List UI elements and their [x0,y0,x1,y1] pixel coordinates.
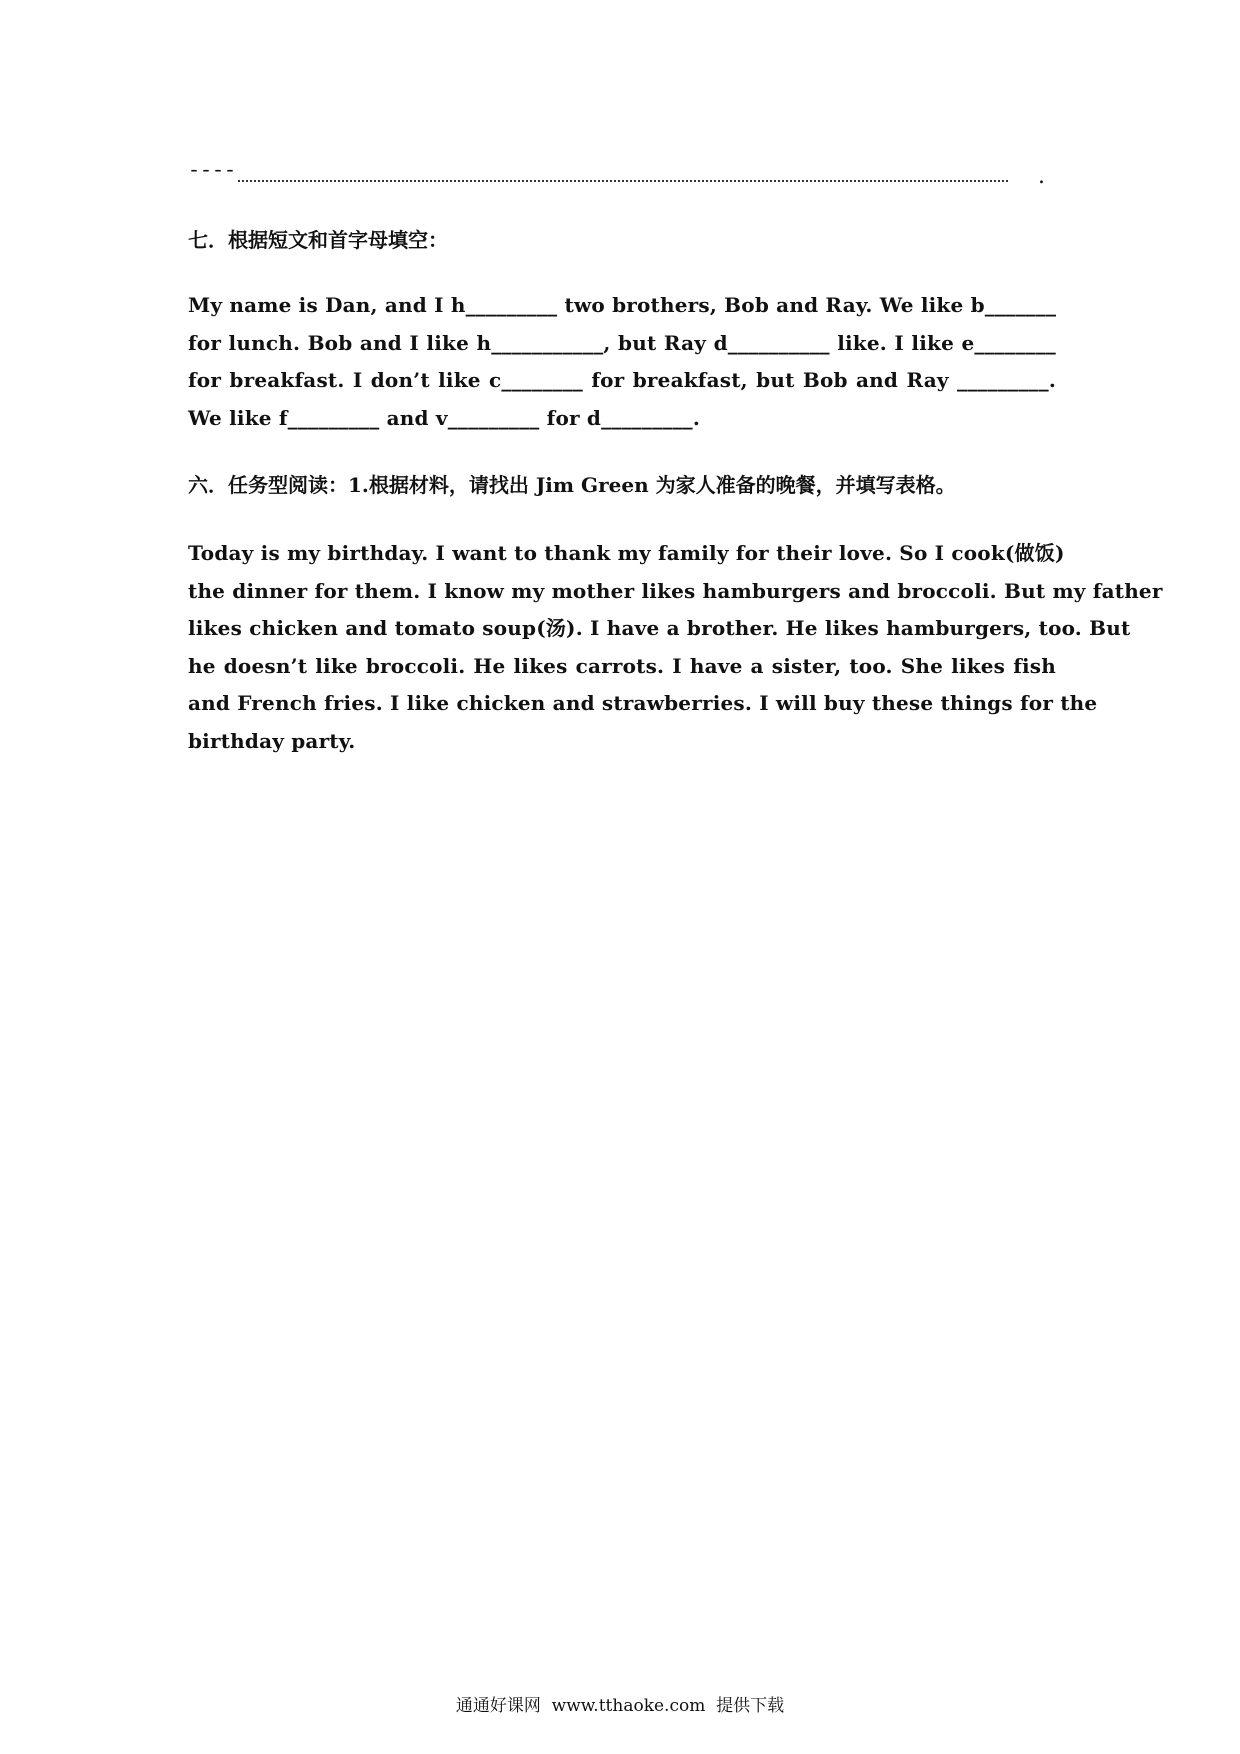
footer-source-text: 通通好课网 www.tthaoke.com 提供下载 [455,1696,785,1716]
answer-line-end-mark: . [1038,164,1045,189]
passage-line: My name is Dan, and I h_________ two brothers, Bob and Ray. We like b_______ [188,293,1057,317]
section-7-passage [188,287,1056,437]
section-7-heading: 七．根据短文和首字母填空： [188,228,448,252]
passage-line: for breakfast. I don’t like c________ for breakfast, but Bob and Ray _________. [188,368,1056,392]
passage-line: and French fries. I like chicken and strawberries. I will buy these things for the [188,691,1098,715]
passage-line: birthday party. [188,728,356,753]
section-6-heading: 六．任务型阅读：1.根据材料，请找出 Jim Green 为家人准备的晚餐，并填写表格。 [188,473,956,497]
passage-line: Today is my birthday. I want to thank my family for their love. So I cook(做饭) [188,541,1065,565]
answer-line-dashes: ---- [188,160,237,183]
section-6-passage [188,535,1163,760]
passage-line: the dinner for them. I know my mother likes hamburgers and broccoli. But my father [188,578,1163,603]
passage-line: for lunch. Bob and I like h___________, but Ray d__________ like. I like e________ [188,330,1056,355]
passage-line: We like f_________ and v_________ for d_________. [188,405,701,430]
passage-line: likes chicken and tomato soup(汤). I have a brother. He likes hamburgers, too. But [188,616,1131,640]
answer-line-rule [238,180,1008,182]
passage-line: he doesn’t like broccoli. He likes carrots. I have a sister, too. She likes fish [188,653,1056,678]
